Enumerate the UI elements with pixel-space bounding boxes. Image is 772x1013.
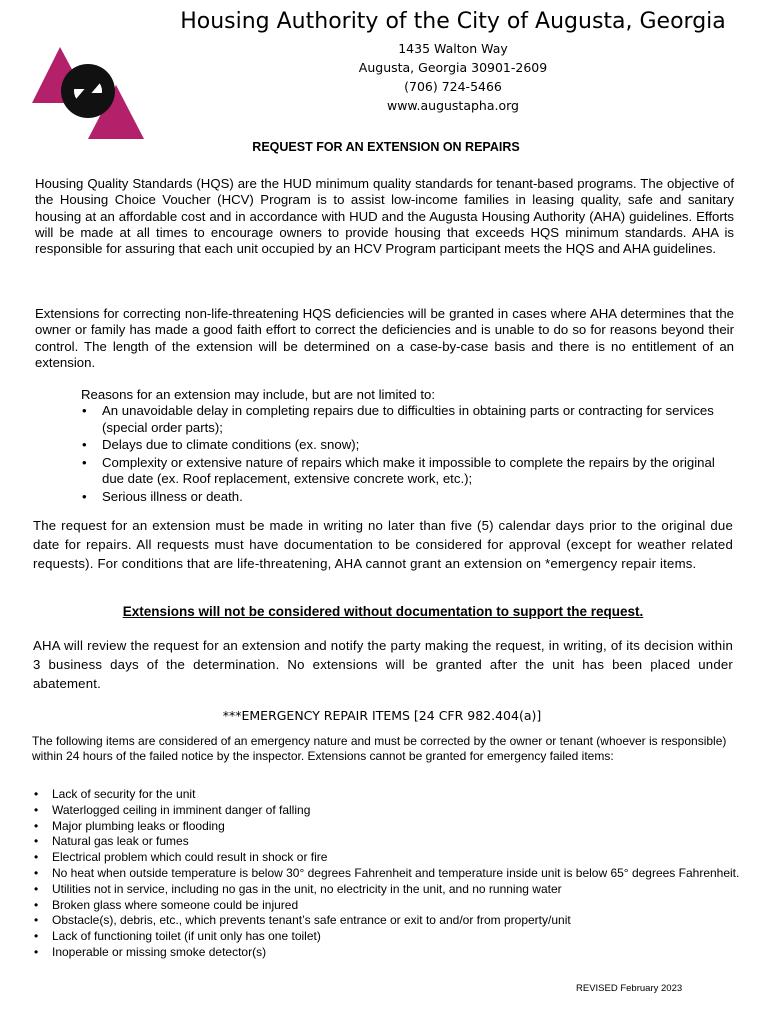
- reasons-list: [82, 403, 732, 506]
- list-item: • Delays due to climate conditions (ex. snow);: [82, 437, 732, 454]
- review-paragraph: AHA will review the request for an extension and notify the party making the request, in writing, of its decision within 3 business days of the determination. No extensions will be granted after the unit has been placed under abatement.: [33, 638, 733, 691]
- document-title: REQUEST FOR AN EXTENSION ON REPAIRS: [252, 140, 520, 154]
- city-state-zip: Augusta, Georgia 30901-2609: [358, 60, 548, 75]
- extensions-paragraph: Extensions for correcting non-life-threatening HQS deficiencies will be granted in cases where AHA determines that the owner or family has made a good faith effort to correct the deficiencies and is unable to do so for reasons beyond their control. The length of the extension will be determined on a case-by-case basis and there is no entitlement of an extension.: [35, 306, 734, 370]
- list-item: • Complexity or extensive nature of repairs which make it impossible to complete the repairs by the original due date (ex. Roof replacement, extensive concrete work, etc.);: [82, 455, 732, 488]
- list-item: • Lack of functioning toilet (if unit only has one toilet): [34, 929, 740, 944]
- emergency-items-list: [34, 787, 740, 961]
- reasons-intro: Reasons for an extension may include, but are not limited to:: [81, 387, 436, 402]
- list-item: • Major plumbing leaks or flooding: [34, 819, 740, 834]
- list-item: • Utilities not in service, including no gas in the unit, no electricity in the unit, and no running water: [34, 882, 740, 897]
- emergency-heading: ***EMERGENCY REPAIR ITEMS [24 CFR 982.404(a)]: [222, 708, 542, 723]
- list-item: • Broken glass where someone could be injured: [34, 898, 740, 913]
- website-link[interactable]: www.augustapha.org: [386, 98, 519, 113]
- street-address: 1435 Walton Way: [398, 41, 508, 56]
- list-item: • Electrical problem which could result in shock or fire: [34, 850, 740, 865]
- list-item: • Serious illness or death.: [82, 489, 732, 506]
- list-item: • Natural gas leak or fumes: [34, 834, 740, 849]
- list-item: • Waterlogged ceiling in imminent danger of falling: [34, 803, 740, 818]
- housing-authority-logo: [30, 45, 146, 141]
- list-item: • Obstacle(s), debris, etc., which prevents tenant’s safe entrance or exit to and/or from property/unit: [34, 913, 740, 928]
- documentation-notice: Extensions will not be considered without documentation to support the request.: [122, 604, 644, 619]
- list-item: • Lack of security for the unit: [34, 787, 740, 802]
- list-item: • An unavoidable delay in completing repairs due to difficulties in obtaining parts or contracting for services (special order parts);: [82, 403, 732, 436]
- list-item: • Inoperable or missing smoke detector(s): [34, 945, 740, 960]
- hqs-paragraph: Housing Quality Standards (HQS) are the HUD minimum quality standards for tenant-based programs. The objective of the Housing Choice Voucher (HCV) Program is to assist low-income families in leasing quality, safe and sanitary housing at an affordable cost and in accordance with HUD and the Augusta Housing Authority (AHA) guidelines. Efforts will be made at all times to encourage owners to provide housing that exceeds HQS minimum standards. AHA is responsible for assuring that each unit occupied by an HCV Program participant meets the HQS and AHA guidelines.: [35, 176, 734, 257]
- emergency-intro: The following items are considered of an emergency nature and must be corrected by the owner or tenant (whoever is responsible) within 24 hours of the failed notice by the inspector. Extensions cannot be granted for emergency failed items:: [32, 734, 727, 763]
- revised-date: REVISED February 2023: [576, 983, 683, 994]
- organization-name: Housing Authority of the City of Augusta, Georgia: [180, 9, 726, 34]
- list-item: • No heat when outside temperature is below 30° degrees Fahrenheit and temperature inside unit is below 65° degrees Fahrenheit.: [34, 866, 740, 881]
- request-paragraph: The request for an extension must be made in writing no later than five (5) calendar days prior to the original due date for repairs. All requests must have documentation to be considered for approval (except for weather related requests). For conditions that are life-threatening, AHA cannot grant an extension on *emergency repair items.: [33, 518, 733, 571]
- phone-number: (706) 724-5466: [404, 79, 502, 94]
